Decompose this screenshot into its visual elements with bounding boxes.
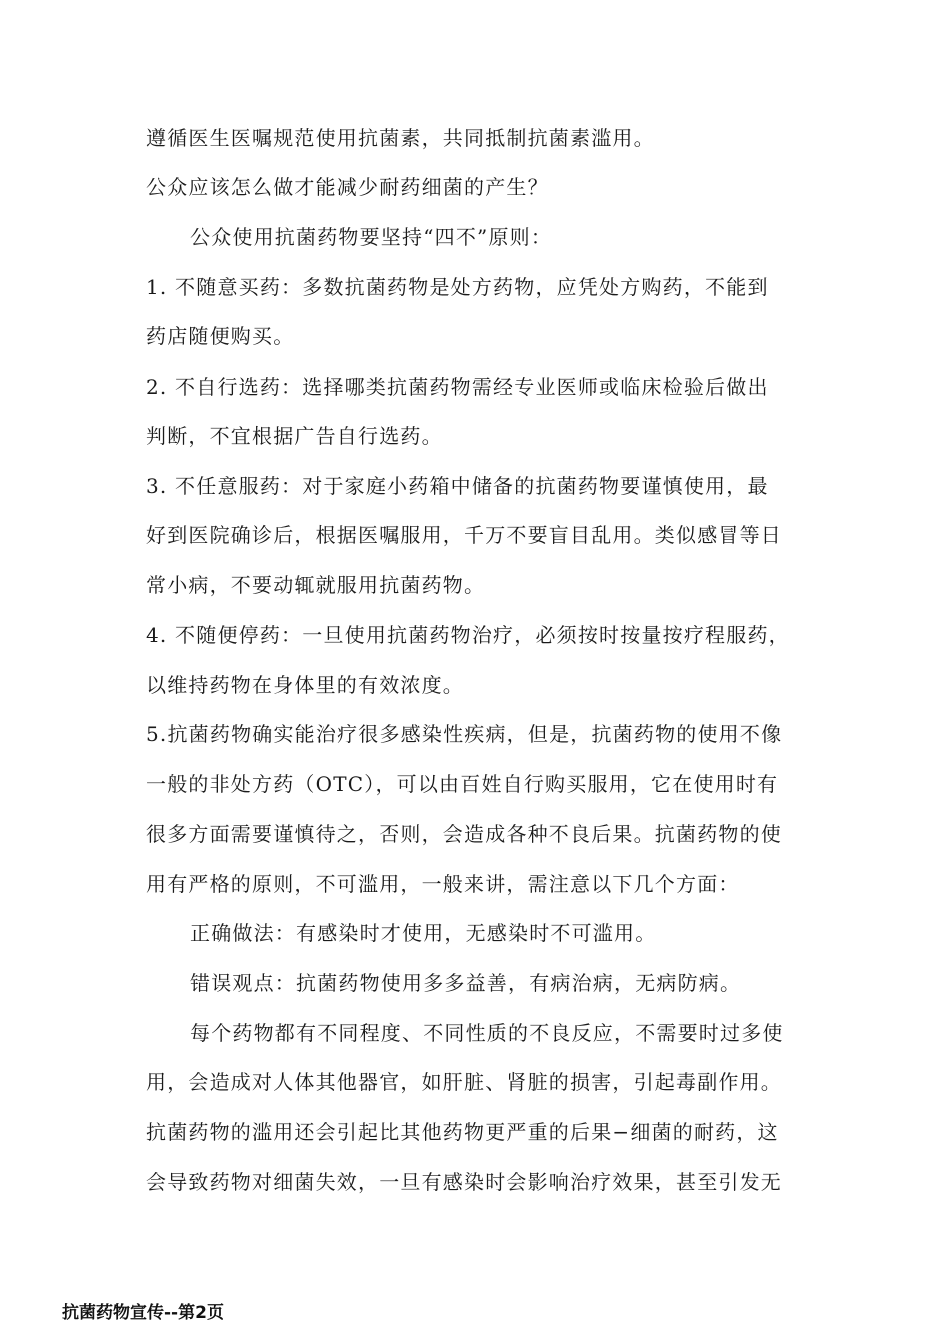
text-line: 会导致药物对细菌失效，一旦有感染时会影响治疗效果，甚至引发无 (146, 1170, 782, 1194)
list-item: 5.抗菌药物确实能治疗很多感染性疾病，但是，抗菌药物的使用不像 (146, 722, 783, 746)
text-line: 错误观点：抗菌药物使用多多益善，有病治病，无病防病。 (190, 971, 742, 995)
text-line: 好到医院确诊后，根据医嘱服用，千万不要盲目乱用。类似感冒等日 (146, 523, 782, 547)
section-heading: 公众应该怎么做才能减少耐药细菌的产生？ (146, 175, 549, 199)
page-footer: 抗菌药物宣传--第2页 (62, 1303, 224, 1323)
text-line: 以维持药物在身体里的有效浓度。 (146, 673, 464, 697)
list-item: 3. 不任意服药：对于家庭小药箱中储备的抗菌药物要谨慎使用，最 (146, 474, 769, 498)
text-line: 很多方面需要谨慎待之，否则，会造成各种不良后果。抗菌药物的使 (146, 822, 782, 846)
text-line: 一般的非处方药（OTC），可以由百姓自行购买服用，它在使用时有 (146, 772, 779, 796)
text-line: 每个药物都有不同程度、不同性质的不良反应，不需要时过多使 (190, 1021, 784, 1045)
text-line: 用有严格的原则，不可滥用，一般来讲，需注意以下几个方面： (146, 872, 740, 896)
text-line: 判断，不宜根据广告自行选药。 (146, 424, 443, 448)
list-item: 4. 不随便停药：一旦使用抗菌药物治疗，必须按时按量按疗程服药， (146, 623, 790, 647)
text-line: 遵循医生医嘱规范使用抗菌素，共同抵制抗菌素滥用。 (146, 126, 655, 150)
list-item: 1. 不随意买药：多数抗菌药物是处方药物，应凭处方购药，不能到 (146, 275, 769, 299)
text-line: 抗菌药物的滥用还会引起比其他药物更严重的后果−细菌的耐药，这 (146, 1120, 779, 1144)
text-line: 正确做法：有感染时才使用，无感染时不可滥用。 (190, 921, 657, 945)
list-item: 2. 不自行选药：选择哪类抗菌药物需经专业医师或临床检验后做出 (146, 375, 769, 399)
text-line: 药店随便购买。 (146, 324, 295, 348)
text-line: 公众使用抗菌药物要坚持“四不”原则： (190, 225, 553, 249)
text-line: 用，会造成对人体其他器官，如肝脏、肾脏的损害，引起毒副作用。 (146, 1070, 782, 1094)
text-line: 常小病，不要动辄就服用抗菌药物。 (146, 573, 486, 597)
